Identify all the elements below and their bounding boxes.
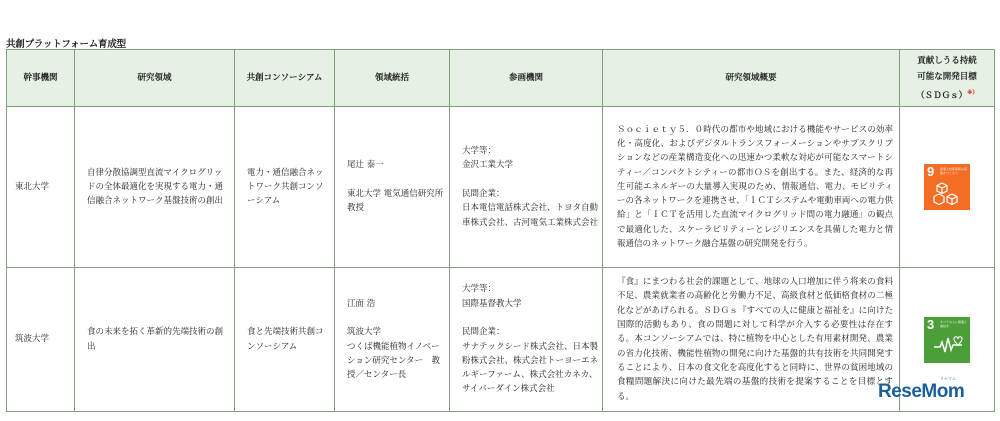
- header-summary: 研究領域概要: [603, 50, 900, 107]
- sdg-label: すべての人に健康と福祉を: [940, 319, 967, 328]
- header-consortium: 共創コンソーシアム: [235, 50, 335, 107]
- sdg-label: 産業と技術革新の基盤をつくろう: [940, 167, 968, 175]
- resemom-logo: [878, 376, 965, 403]
- cell-field: 自律分散協調型直流マイクログリッドの全体最適化を実現する電力・通信融合ネットワーク基盤技術の創出: [75, 107, 235, 268]
- sdg-9-badge: [924, 164, 970, 210]
- logo-text: ReseMom: [878, 381, 965, 402]
- header-sdgs-note: ※）: [967, 89, 978, 96]
- header-participants: 参画機関: [450, 50, 603, 107]
- heartbeat-icon: [933, 334, 963, 358]
- cell-field: 食の未来を拓く革新的先端技術の創出: [75, 268, 235, 412]
- cell-head: 江面 浩 筑波大学 つくば機能植物イノベーション研究センター 教授／センター長: [335, 268, 450, 412]
- sdg-3-badge: [924, 317, 970, 363]
- header-field: 研究領域: [75, 50, 235, 107]
- table-row: [7, 107, 995, 268]
- cell-head: 尾辻 泰一 東北大学 電気通信研究所 教授: [335, 107, 450, 268]
- header-sdgs-label: 貢献しうる持続 可能な開発目標 （ＳＤＧｓ）: [916, 55, 977, 101]
- sdg-number: 3: [927, 316, 935, 332]
- cubes-icon: [933, 181, 961, 207]
- header-head: 領域統括: [335, 50, 450, 107]
- cell-participants: 大学等： 金沢工業大学 民間企業： 日本電信電話株式会社、トヨタ自動車株式会社、古河電気工業株式会社: [450, 107, 603, 268]
- cell-summary: Ｓｏｃｉｅｔｙ５．０時代の都市や地域における機能やサービスの効率化・高度化、およびデジタルトランスフォーメーションやサプスクリプションなどの産業構造変化への迅速かつ柔軟な対応が可能なスマートシティー／コンパクトシティーの都市ＯＳを創出する。また、経済的な再生可能エネルギーの大量導入実現のため、情報通信、電力、モビリティーの各ネットワークを連携させ、「ＩＣＴシステムや電動車両への電力供給」と「ＩＣＴを活用した直流マイクログリッド間の電力融通」の観点で最適化した、スケーラビリティーとレジリエンスを具備した電力と情報通信のネットワーク融合基盤の研究開発を行う。: [603, 107, 900, 268]
- cell-consortium: 電力・通信融合ネットワーク共創コンソーシアム: [235, 107, 335, 268]
- consortium-table: [6, 49, 995, 412]
- logo-sub: リセマム: [940, 376, 956, 381]
- table-row: [7, 268, 995, 412]
- header-row: [7, 50, 995, 107]
- cell-consortium: 食と先端技術共創コンソーシアム: [235, 268, 335, 412]
- sdg-number: 9: [927, 164, 935, 179]
- header-lead: 幹事機関: [7, 50, 75, 107]
- table-caption: 共創プラットフォーム育成型: [6, 39, 126, 50]
- cell-sdg: [900, 107, 995, 268]
- header-sdgs: [900, 50, 995, 107]
- cell-lead: 筑波大学: [7, 268, 75, 412]
- cell-lead: 東北大学: [7, 107, 75, 268]
- cell-summary: 『食』にまつわる社会的課題として、地球の人口増加に伴う将来の食料不足、農業就業者の高齢化と労働力不足、高級食材と低価格食材の二極化などがあげられる。ＳＤＧｓ『すべての人に健康と福祉を』に向けた国際的活動もあり、食の問題に対して科学が介入する必要性は存在する。本コンソーシアムでは、特に植物を中心とした有用素材開発、農業の省力化技術、機能性植物の開発に向けた基盤的共有技術を共同開発することにより、日本の食文化を高度化すると同時に、世界の貧困地域の食糧問題解決に向けた最先端の基盤的技術を提案することを目標とする。: [603, 268, 900, 412]
- cell-participants: 大学等： 国際基督教大学 民間企業： サナテックシード株式会社、日本製粉株式会社、株式会社トーヨーエネルギーファーム、株式会社カネカ、サイバーダイン株式会社: [450, 268, 603, 412]
